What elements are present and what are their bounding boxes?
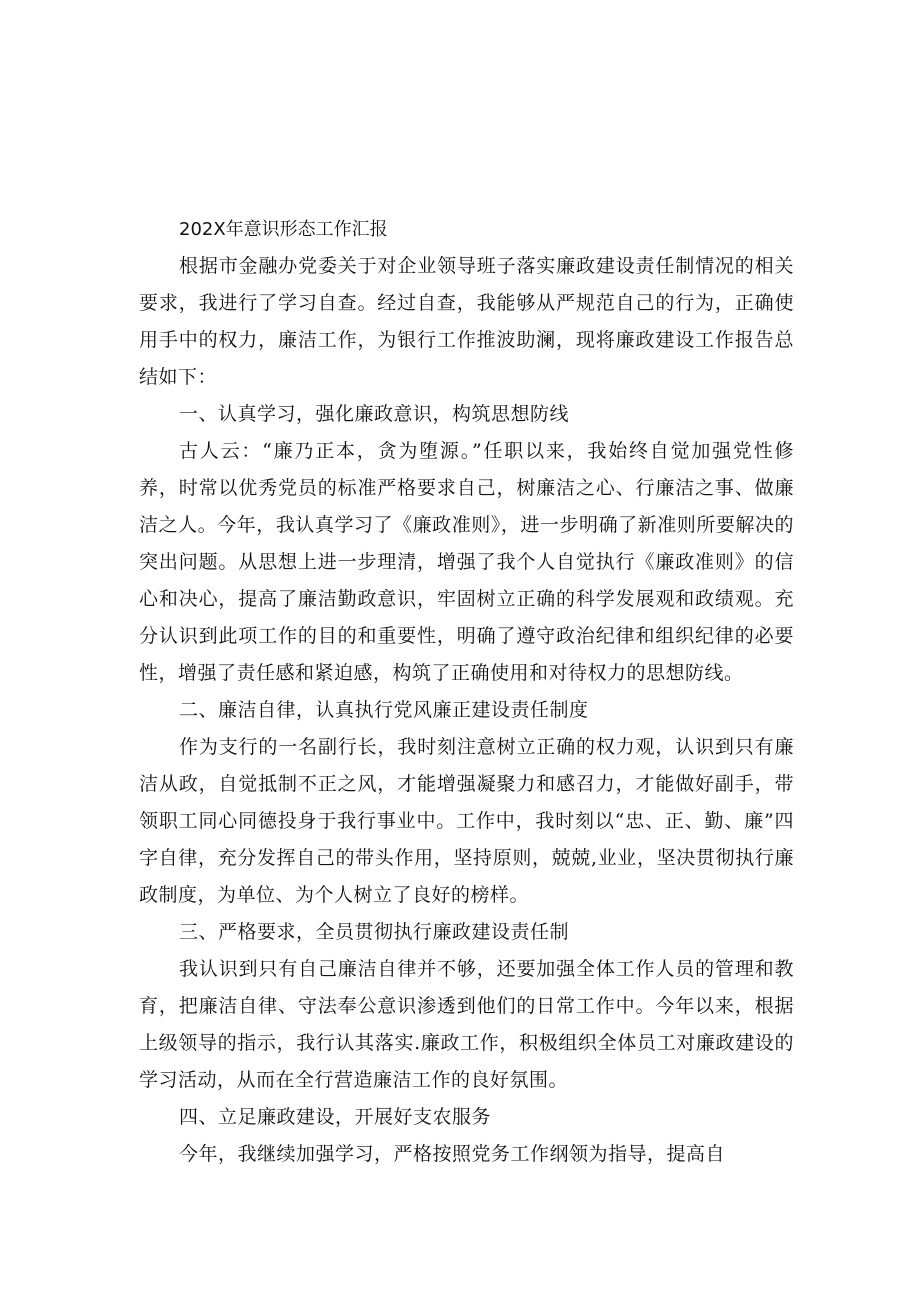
section-4-heading: 四、立足廉政建设，开展好支农服务 xyxy=(179,1106,492,1128)
section-3-paragraph: 我认识到只有自己廉洁自律并不够，还要加强全体工作人员的管理和教育，把廉洁自律、守法奉公意识渗透到他们的日常工作中。今年以来，根据上级领导的指示，我行认其落实.廉政工作，积极组织全体员工对廉政建设的学习活动，从而在全行营造廉洁工作的良好氛围。 xyxy=(139,958,794,1091)
section-3-heading: 三、严格要求，全员贯彻执行廉政建设责任制 xyxy=(179,921,570,943)
section-2-paragraph: 作为支行的一名副行长，我时刻注意树立正确的权力观，认识到只有廉洁从政，自觉抵制不正之风，才能增强凝聚力和感召力，才能做好副手，带领职工同心同德投身于我行事业中。工作中，我时刻以“忠、正、勤、廉”四字自律，充分发挥自己的带头作用，坚持原则，兢兢,业业，坚决贯彻执行廉政制度，为单位、为个人树立了良好的榜样。 xyxy=(139,736,794,906)
section-1-paragraph: 古人云：“廉乃正本，贪为堕源。”任职以来，我始终自觉加强党性修养，时常以优秀党员的标准严格要求自己，树廉洁之心、行廉洁之事、做廉洁之人。今年，我认真学习了《廉政准则》，进一步明确了新准则所要解决的突出问题。从思想上进一步理清，增强了我个人自觉执行《廉政准则》的信心和决心，提高了廉洁勤政意识，牢固树立正确的科学发展观和政绩观。充分认识到此项工作的目的和重要性，明确了遵守政治纪律和组织纪律的必要性，增强了责任感和紧迫感，构筑了正确使用和对待权力的思想防线。 xyxy=(139,440,794,684)
document-title: 202X年意识形态工作汇报 xyxy=(179,219,388,240)
intro-paragraph: 根据市金融办党委关于对企业领导班子落实廉政建设责任制情况的相关要求，我进行了学习自查。经过自查，我能够从严规范自己的行为，正确使用手中的权力，廉洁工作，为银行工作推波助澜，现将廉政建设工作报告总结如下： xyxy=(139,255,794,388)
section-2-heading: 二、廉洁自律，认真执行党风廉正建设责任制度 xyxy=(179,699,589,721)
section-4-paragraph: 今年，我继续加强学习，严格按照党务工作纲领为指导，提高自 xyxy=(179,1143,726,1165)
section-1-heading: 一、认真学习，强化廉政意识，构筑思想防线 xyxy=(179,403,570,425)
document-body xyxy=(139,211,794,1173)
